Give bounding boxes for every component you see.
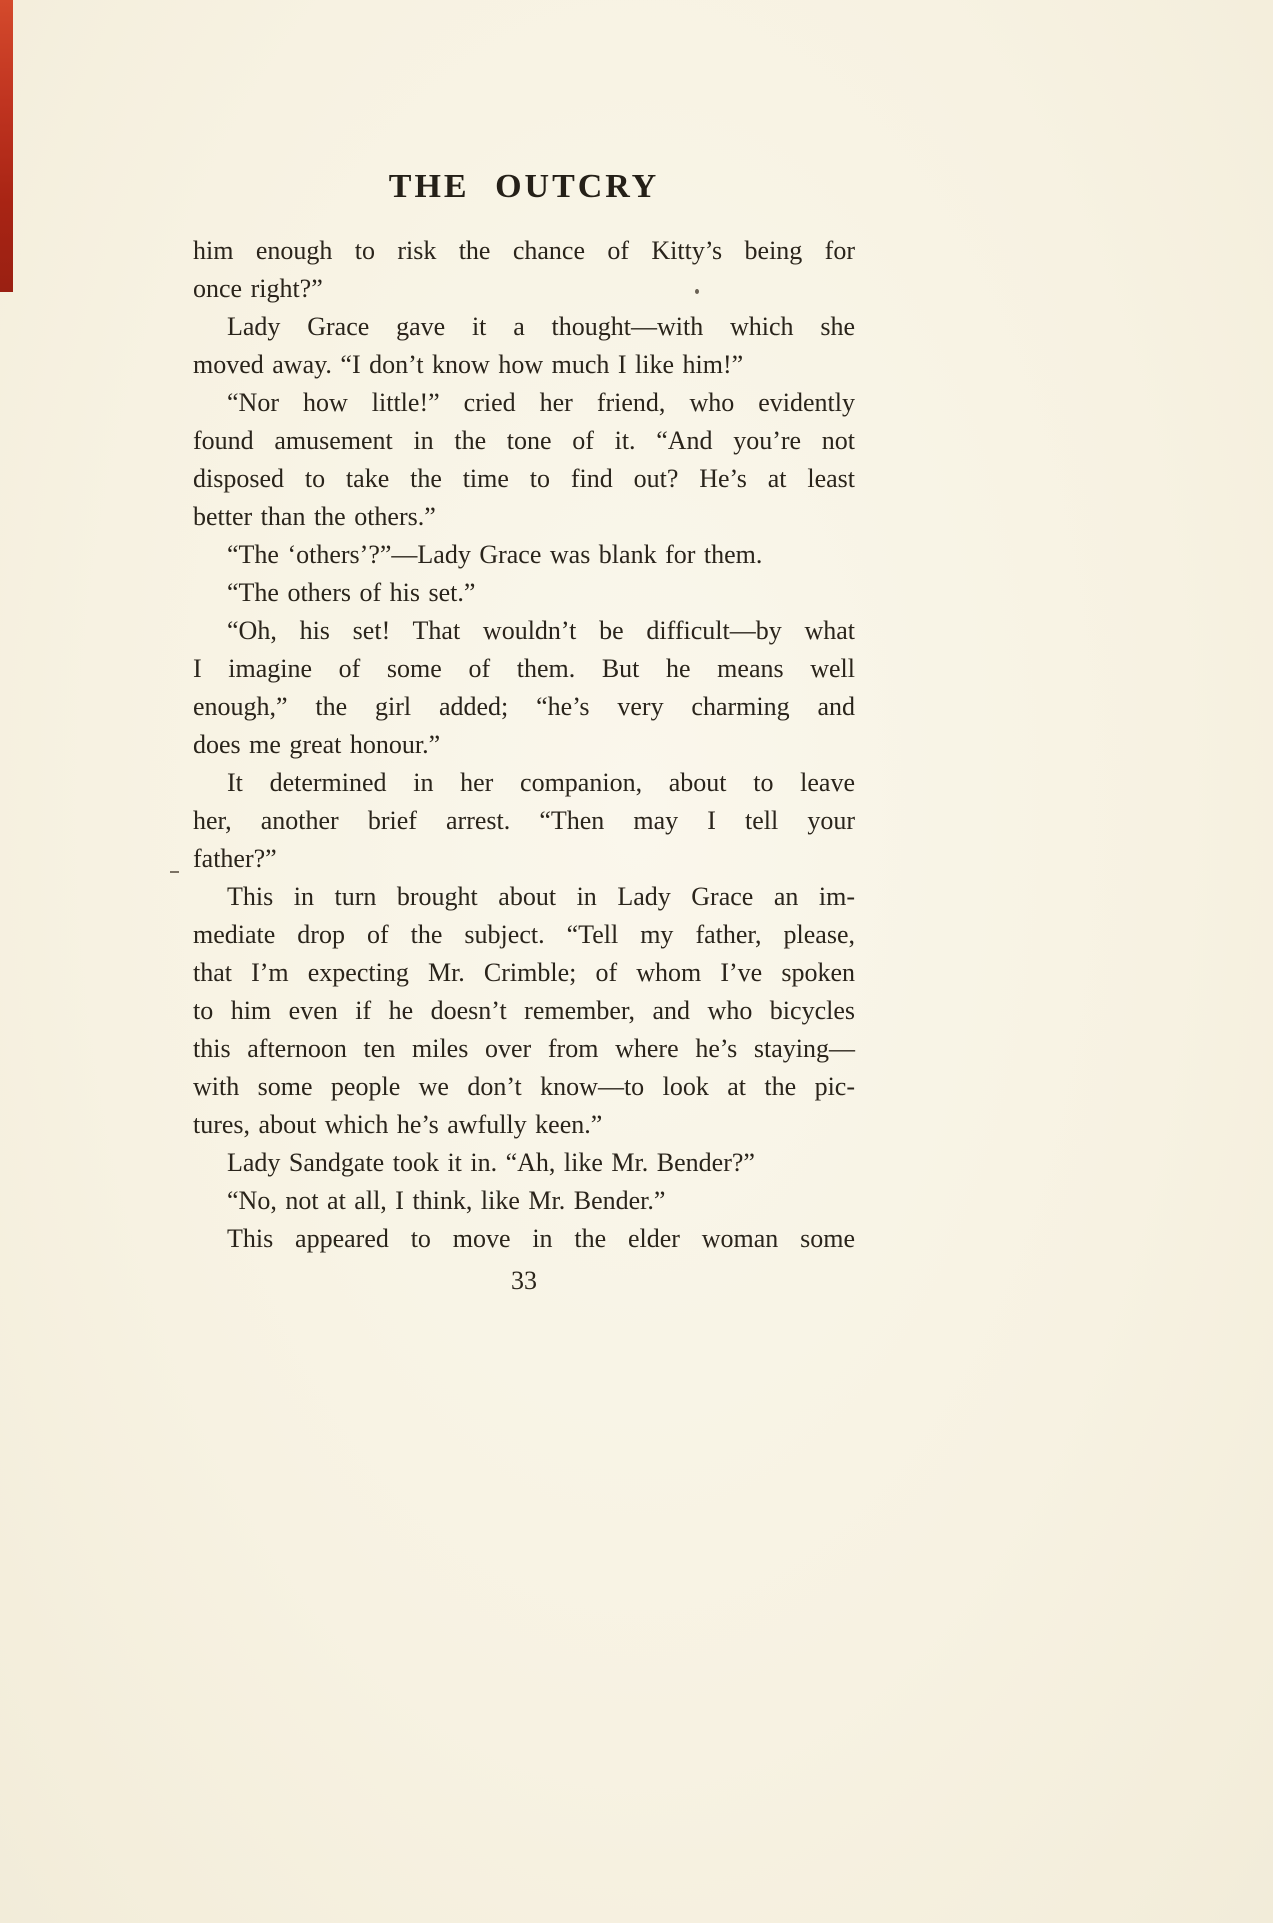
- paragraph: [193, 232, 855, 308]
- text-line: “Oh, his set! That wouldn’t be difficult—by what: [227, 616, 855, 645]
- text-line: Lady Grace gave it a thought—with which she: [227, 312, 855, 341]
- text-line: once right?”: [193, 274, 323, 303]
- text-line: I imagine of some of them. But he means well: [193, 654, 855, 683]
- paragraph: [193, 574, 855, 612]
- scan-speck: [695, 289, 699, 294]
- text-line: found amusement in the tone of it. “And you’re not: [193, 426, 855, 455]
- text-line: This in turn brought about in Lady Grace an im-: [227, 882, 855, 911]
- text-line: disposed to take the time to find out? He’s at least: [193, 464, 855, 493]
- paragraph: [193, 612, 855, 764]
- text-line: him enough to risk the chance of Kitty’s being for: [193, 236, 855, 265]
- text-line: Lady Sandgate took it in. “Ah, like Mr. Bender?”: [227, 1148, 755, 1177]
- text-line: It determined in her companion, about to leave: [227, 768, 855, 797]
- text-line: father?”: [193, 844, 277, 873]
- paragraph: [193, 308, 855, 384]
- text-line: mediate drop of the subject. “Tell my father, please,: [193, 920, 855, 949]
- text-line: “The others of his set.”: [227, 578, 476, 607]
- paragraph: [193, 1220, 855, 1258]
- text-block: [193, 168, 855, 1296]
- paragraph: [193, 1182, 855, 1220]
- text-line: her, another brief arrest. “Then may I tell your: [193, 806, 855, 835]
- paragraph: [193, 384, 855, 536]
- scan-edge-red-mark: [0, 0, 13, 292]
- text-line: enough,” the girl added; “he’s very charming and: [193, 692, 855, 721]
- paragraph: [193, 764, 855, 878]
- text-line: this afternoon ten miles over from where he’s staying—: [193, 1034, 855, 1063]
- text-line: moved away. “I don’t know how much I like him!”: [193, 350, 744, 379]
- text-line: “The ‘others’?”—Lady Grace was blank for them.: [227, 540, 763, 569]
- text-line: better than the others.”: [193, 502, 436, 531]
- text-line: “Nor how little!” cried her friend, who evidently: [227, 388, 855, 417]
- body-text: [193, 232, 855, 1258]
- text-line: This appeared to move in the elder woman some: [227, 1224, 855, 1253]
- paragraph: [193, 536, 855, 574]
- text-line: with some people we don’t know—to look at the pic-: [193, 1072, 855, 1101]
- text-line: does me great honour.”: [193, 730, 441, 759]
- running-title: THE OUTCRY: [388, 168, 660, 205]
- scan-speck: [170, 871, 179, 873]
- text-line: tures, about which he’s awfully keen.”: [193, 1110, 603, 1139]
- text-line: that I’m expecting Mr. Crimble; of whom I’ve spoken: [193, 958, 855, 987]
- page-number: 33: [511, 1266, 537, 1295]
- text-line: “No, not at all, I think, like Mr. Bender.”: [227, 1186, 666, 1215]
- text-line: to him even if he doesn’t remember, and who bicycles: [193, 996, 855, 1025]
- paragraph: [193, 878, 855, 1144]
- paragraph: [193, 1144, 855, 1182]
